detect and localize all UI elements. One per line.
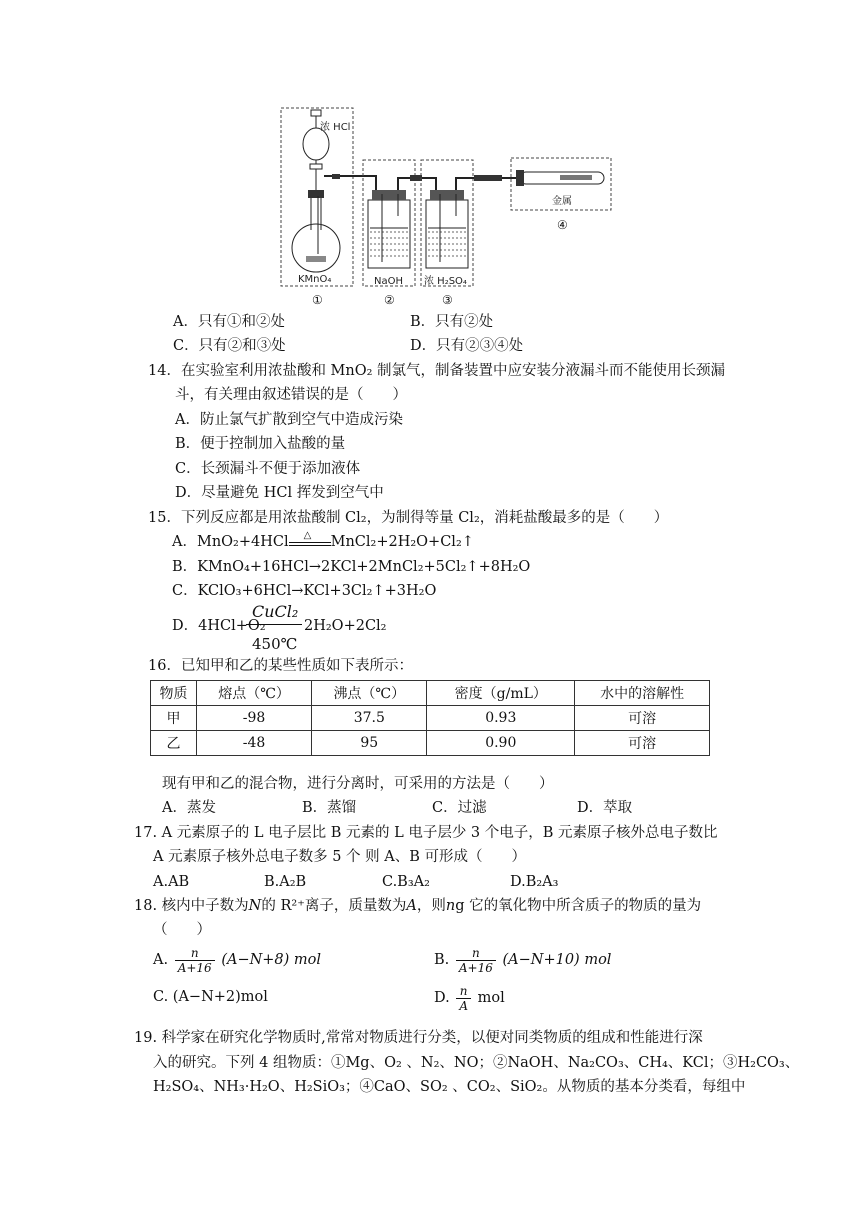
q15-d-catalyst: CuCl₂ — [252, 602, 299, 621]
option-label: A. — [153, 952, 169, 968]
q18-option-c: C. (A−N+2)mol — [153, 989, 268, 1005]
q18-d-unit: mol — [477, 990, 505, 1006]
q14-option-c: C．长颈漏斗不便于添加液体 — [175, 461, 361, 477]
q19-line1: 19. 科学家在研究化学物质时,常常对物质进行分类，以便对同类物质的组成和性能进行深 — [134, 1030, 703, 1046]
q18-var-n: N — [248, 898, 262, 914]
fraction-denominator: A+16 — [458, 960, 493, 975]
q17-stem-line2: A 元素原子核外总电子数多 5 个 则 A、B 可形成（ ） — [153, 849, 526, 865]
q18-option-a — [153, 942, 321, 978]
q16-question: 现有甲和乙的混合物，进行分离时，可采用的方法是（ ） — [162, 776, 554, 792]
q18-b-expression: (A−N+10) mol — [502, 952, 612, 968]
q18-option-d — [434, 980, 505, 1016]
fraction-denominator: A+16 — [177, 960, 212, 975]
q14-stem-line1: 14．在实验室利用浓盐酸和 MnO₂ 制氯气，制备装置中应安装分液漏斗而不能使用长颈漏 — [148, 363, 726, 379]
q18-a-expression: (A−N+8) mol — [221, 952, 322, 968]
table-row — [151, 731, 710, 756]
q14-option-a: A．防止氯气扩散到空气中造成污染 — [175, 412, 403, 428]
q18-option-b — [434, 942, 611, 978]
table-header: 沸点（℃） — [312, 681, 427, 706]
q15-option-b: B．KMnO₄+16HCl→2KCl+2MnCl₂+5Cl₂↑+8H₂O — [172, 559, 531, 575]
table-row — [151, 706, 710, 731]
q17-stem-line1: 17. A 元素原子的 L 电子层比 B 元素的 L 电子层少 3 个电子，B 元素原子核外总电子数比 — [134, 825, 718, 841]
table-cell: 甲 — [151, 706, 197, 731]
q13-option-d: D．只有②③④处 — [410, 338, 524, 354]
q18-a-fraction — [175, 946, 215, 975]
table-cell: 可溶 — [575, 731, 710, 756]
q16-option-a: A．蒸发 — [162, 800, 216, 816]
q17-option-a: A.AB — [153, 874, 190, 890]
q13-option-c: C．只有②和③处 — [173, 338, 286, 354]
q18-stem-line1 — [134, 896, 701, 916]
q16-option-d: D．萃取 — [577, 800, 633, 816]
q18-var-ng: n — [445, 898, 456, 914]
q18-stem-line2: （ ） — [153, 922, 211, 938]
table-cell: 乙 — [151, 731, 197, 756]
fraction-denominator: A — [459, 998, 468, 1013]
fraction-numerator: n — [456, 946, 496, 961]
q15-a-right: MnCl₂+2H₂O+Cl₂↑ — [330, 534, 474, 550]
q19-line2: 入的研究。下列 4 组物质：①Mg、O₂ 、N₂、NO；②NaOH、Na₂CO₃、CH₄、KCl；③H₂CO₃、 — [153, 1055, 800, 1071]
q18-b-fraction — [456, 946, 496, 975]
q14-option-b: B．便于控制加入盐酸的量 — [175, 436, 346, 452]
q18-text: 的 R²⁺离子，质量数为 — [261, 898, 407, 914]
q15-a-left: A．MnO₂+4HCl — [172, 534, 289, 550]
q18-var-a: A — [406, 898, 417, 914]
fraction-numerator: n — [456, 984, 471, 999]
table-cell: -98 — [196, 706, 311, 731]
q15-d-left: D．4HCl+O₂ — [172, 618, 266, 634]
table-cell: 37.5 — [312, 706, 427, 731]
label-hcl: 浓 HCl — [320, 122, 351, 133]
label-naoh: NaOH — [374, 276, 403, 287]
table-cell: 0.90 — [427, 731, 575, 756]
q13-option-a: A．只有①和②处 — [173, 314, 285, 330]
option-label: B. — [434, 952, 450, 968]
fraction-numerator: n — [175, 946, 215, 961]
mark-1: ① — [312, 293, 323, 307]
table-header: 密度（g/mL） — [427, 681, 575, 706]
table-header: 物质 — [151, 681, 197, 706]
q15-option-a — [172, 532, 474, 552]
q18-d-fraction — [456, 984, 471, 1013]
q15-stem: 15．下列反应都是用浓盐酸制 Cl₂，为制得等量 Cl₂，消耗盐酸最多的是（ ） — [148, 510, 669, 526]
label-kmno4: KMnO₄ — [298, 274, 332, 285]
q18-text: g 它的氧化物中所含质子的物质的量为 — [455, 898, 702, 914]
q19-line3: H₂SO₄、NH₃·H₂O、H₂SiO₃；④CaO、SO₂ 、CO₂、SiO₂。从物质的基本分类看，每组中 — [153, 1079, 746, 1095]
properties-table — [150, 680, 710, 756]
label-h2so4: 浓 H₂SO₄ — [424, 276, 467, 287]
q17-option-b: B.A₂B — [264, 874, 307, 890]
label-metal: 金属 — [552, 196, 572, 207]
q17-option-c: C.B₃A₂ — [382, 874, 430, 890]
mark-3: ③ — [442, 293, 453, 307]
table-cell: 95 — [312, 731, 427, 756]
q15-d-temp: 450℃ — [252, 635, 298, 653]
q13-option-b: B．只有②处 — [410, 314, 494, 330]
q18-text: 18. 核内中子数为 — [134, 898, 249, 914]
mark-4: ④ — [557, 218, 568, 232]
heat-symbol: △ — [303, 530, 312, 541]
table-header-row — [151, 681, 710, 706]
q16-stem: 16．已知甲和乙的某些性质如下表所示： — [148, 658, 413, 674]
table-cell: 0.93 — [427, 706, 575, 731]
option-label: D. — [434, 990, 450, 1006]
heat-equals — [289, 530, 331, 546]
table-header: 熔点（℃） — [196, 681, 311, 706]
q14-option-d: D．尽量避免 HCl 挥发到空气中 — [175, 485, 384, 501]
mark-2: ② — [384, 293, 395, 307]
q17-option-d: D.B₂A₃ — [510, 874, 559, 890]
apparatus-figure — [276, 104, 616, 290]
q15-d-right: 2H₂O+2Cl₂ — [304, 618, 387, 634]
table-cell: 可溶 — [575, 706, 710, 731]
q15-option-c: C．KClO₃+6HCl→KCl+3Cl₂↑+3H₂O — [172, 583, 437, 599]
q16-option-b: B．蒸馏 — [302, 800, 357, 816]
q16-option-c: C．过滤 — [432, 800, 487, 816]
table-header: 水中的溶解性 — [575, 681, 710, 706]
table-cell: -48 — [196, 731, 311, 756]
q14-stem-line2: 斗，有关理由叙述错误的是（ ） — [175, 387, 407, 403]
q18-text: ，则 — [416, 898, 446, 914]
